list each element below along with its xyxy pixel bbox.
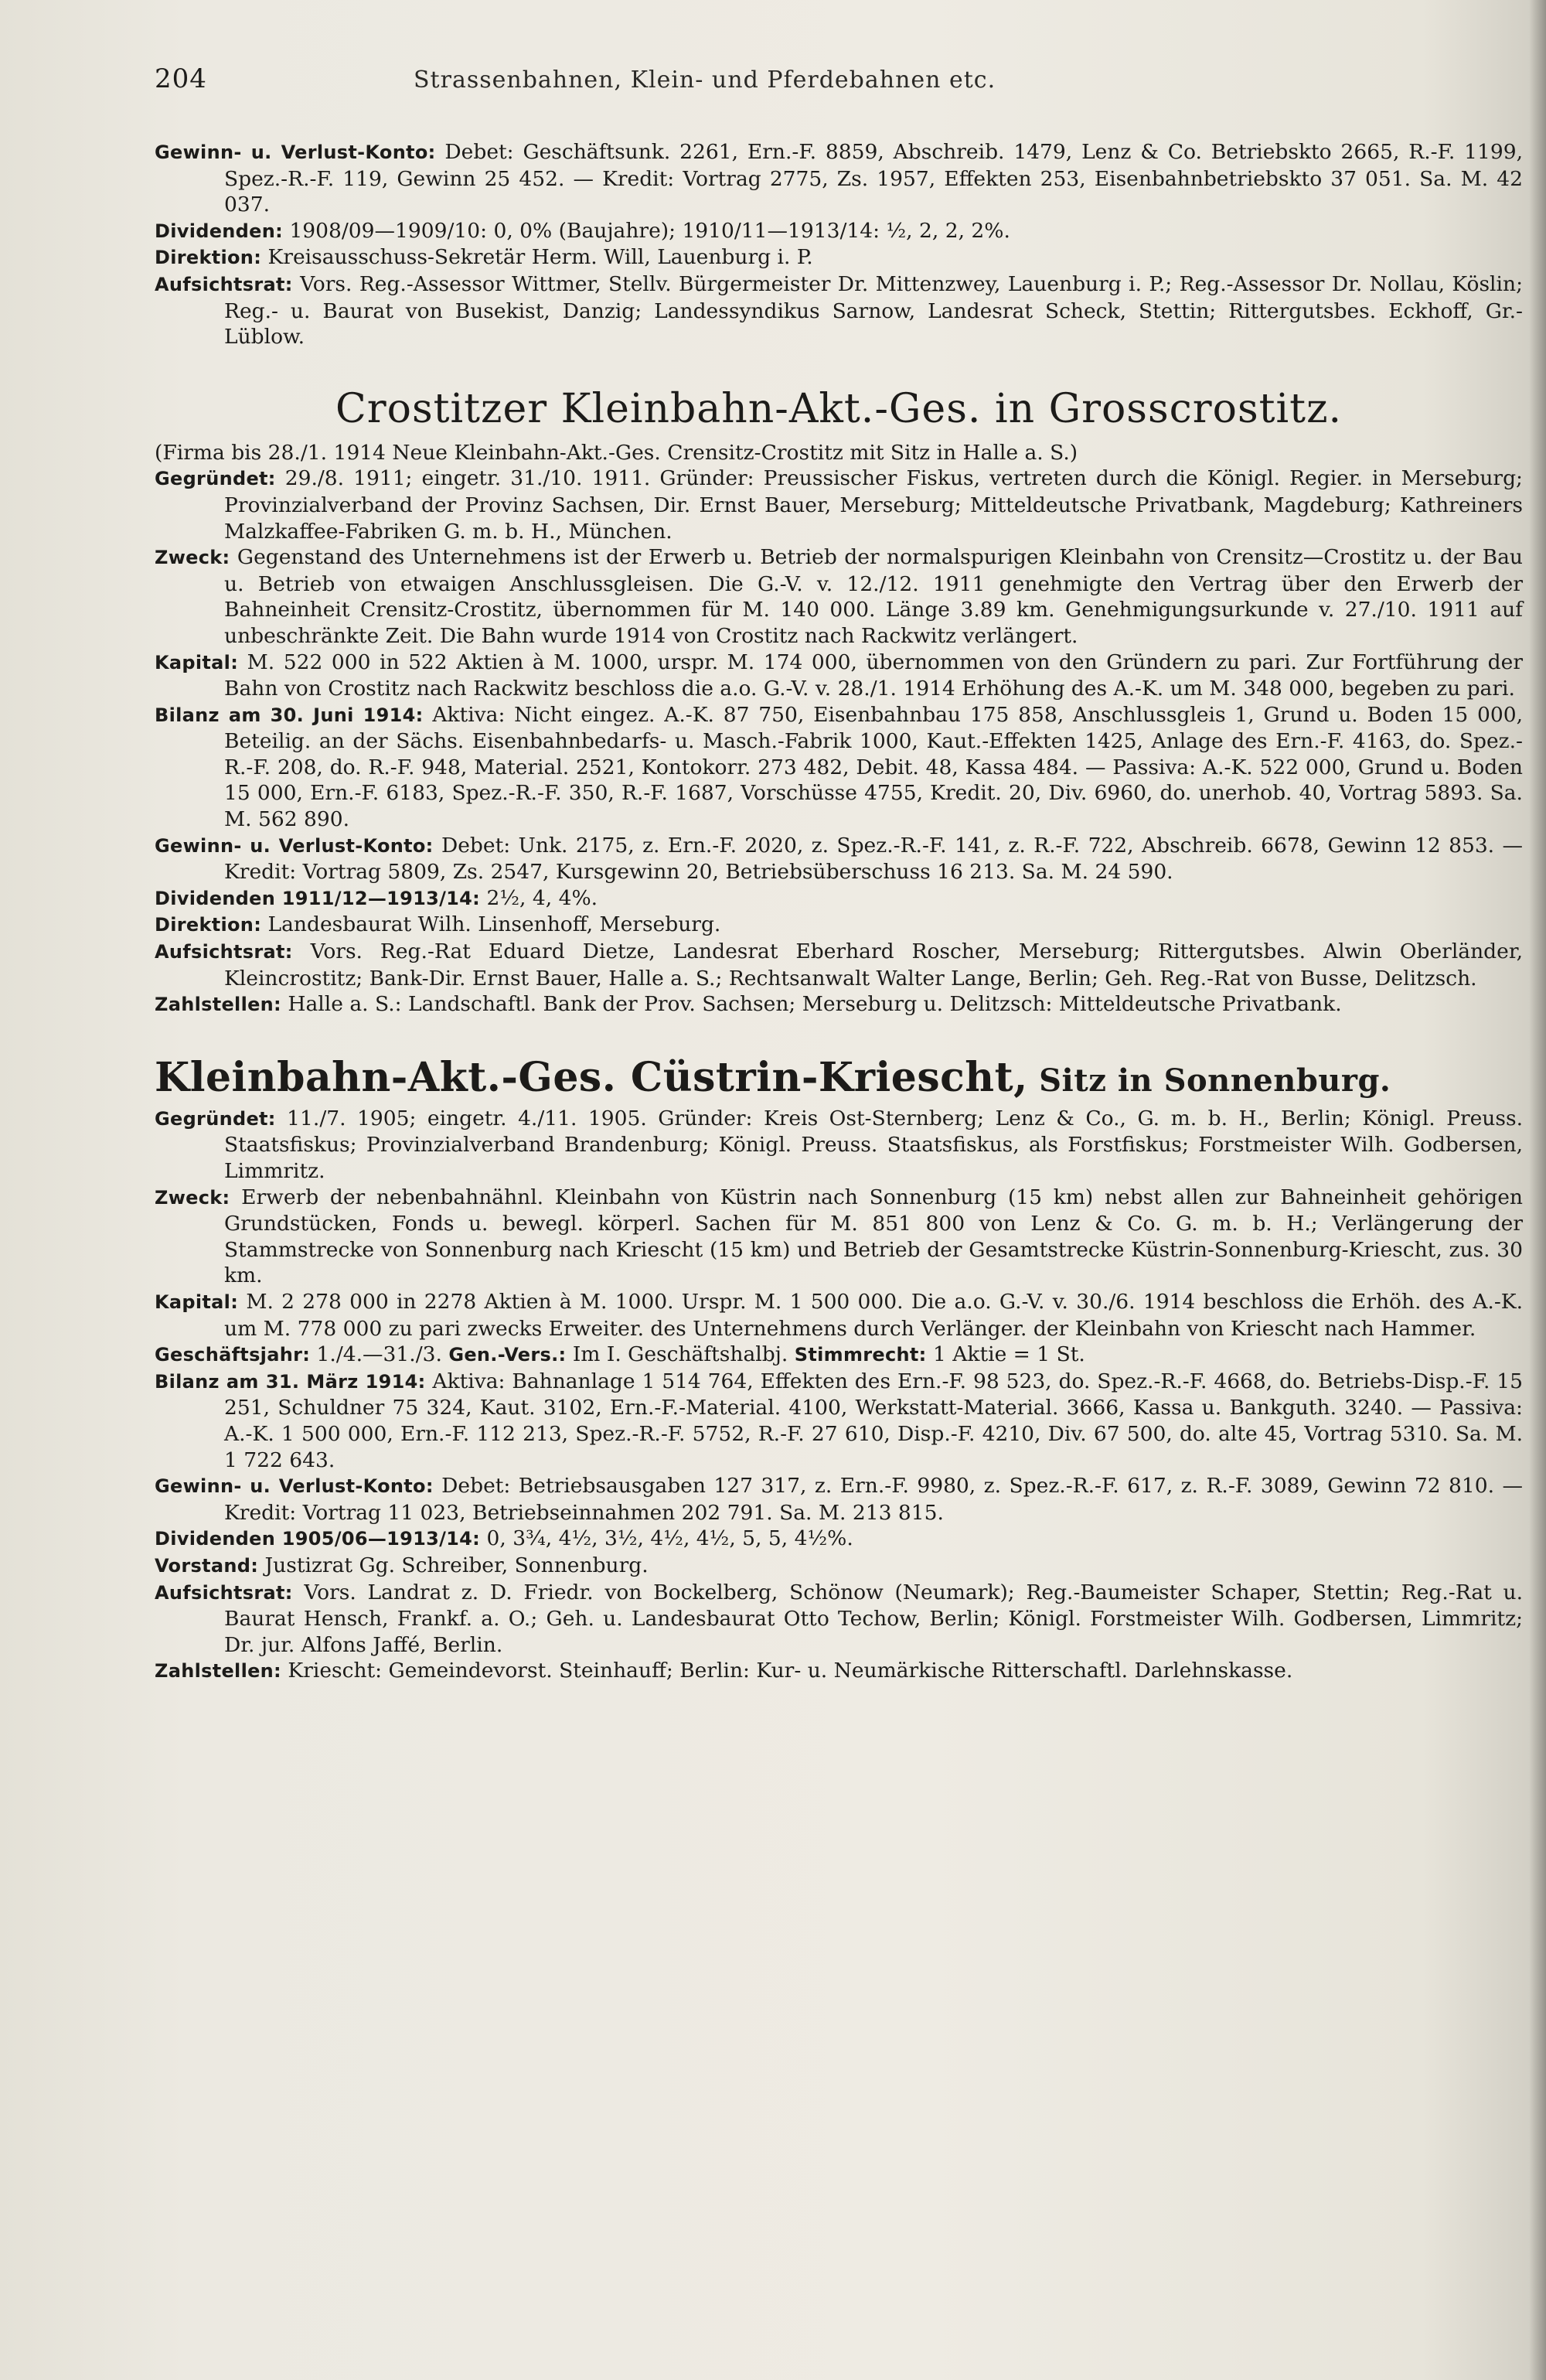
kuestrin-kapital xyxy=(155,1289,1523,1342)
entry-text: 11./7. 1905; eingetr. 4./11. 1905. Gründer: Kreis Ost-Sternberg; Lenz & Co., G. m. b. H., Berlin; Königl. Preuss. Staatsfiskus; Provinzialverband Brandenburg; Königl. Preuss. Staatsfiskus, als Forstfiskus; Forstmeister Wilh. Godbersen, Limmritz. xyxy=(224,1106,1523,1183)
crostitz-zahlstellen xyxy=(155,991,1523,1018)
prev-entry-direktion xyxy=(155,244,1523,271)
crostitz-aufsichtsrat xyxy=(155,939,1523,991)
kuestrin-gv-konto xyxy=(155,1473,1523,1526)
entry-text: Kriescht: Gemeindevorst. Steinhauff; Berlin: Kur- u. Neumärkische Ritterschaftl. Darlehnskasse. xyxy=(281,1659,1293,1683)
company-title-seat: Sitz in Sonnenburg. xyxy=(1027,1062,1391,1099)
kuestrin-bilanz xyxy=(155,1369,1523,1473)
entry-label: Gewinn- u. Verlust-Konto: xyxy=(155,834,434,857)
entry-label: Direktion: xyxy=(155,247,262,269)
entry-label: Gewinn- u. Verlust-Konto: xyxy=(155,1475,434,1498)
company-title-crostitz: Crostitzer Kleinbahn-Akt.-Ges. in Grosscrostitz. xyxy=(335,385,1342,432)
entry-label: Aufsichtsrat: xyxy=(155,273,293,295)
company-title-kuestrin xyxy=(155,1054,1523,1101)
entry-label: Dividenden: xyxy=(155,220,284,242)
running-title: Strassenbahnen, Klein- und Pferdebahnen etc. xyxy=(414,66,996,94)
kuestrin-gegruendet xyxy=(155,1106,1523,1185)
entry-label: Aufsichtsrat: xyxy=(155,1581,293,1604)
entry-label: Gewinn- u. Verlust-Konto: xyxy=(155,142,436,163)
entry-label: Gen.-Vers.: xyxy=(448,1344,567,1366)
entry-label: Direktion: xyxy=(155,914,262,936)
previous-entry-continuation xyxy=(155,139,1523,350)
entry-text: Debet: Betriebsausgaben 127 317, z. Ern.-F. 9980, z. Spez.-R.-F. 617, z. R.-F. 3089, Gewinn 72 810. — Kredit: Vortrag 11 023, Betriebseinnahmen 202 791. Sa. M. 213 815. xyxy=(224,1474,1523,1525)
entry-text: Justizrat Gg. Schreiber, Sonnenburg. xyxy=(258,1553,649,1577)
crostitz-gv-konto xyxy=(155,833,1523,885)
prev-entry-gv-konto xyxy=(155,139,1523,218)
entry-text: 1./4.—31./3. xyxy=(310,1342,449,1367)
kuestrin-vorstand xyxy=(155,1553,1523,1580)
entry-text: Aktiva: Nicht eingez. A.-K. 87 750, Eisenbahnbau 175 858, Anschlussgleis 1, Grund u. Boden 15 000, Beteilig. an der Sächs. Eisenbahnbedarfs- u. Masch.-Fabrik 1000, Kaut.-Effekten 1425, Anlage des Ern.-F. 4163, do. Spez.-R.-F. 208, do. R.-F. 948, Material. 2521, Kontokorr. 273 482, Debit. 48, Kassa 484. — Passiva: A.-K. 522 000, Grund u. Boden 15 000, Ern.-F. 6183, Spez.-R.-F. 350, R.-F. 1687, Vorschüsse 4755, Kredit. 20, Div. 6960, do. unerhob. 40, Vortrag 5893. Sa. M. 562 890. xyxy=(224,702,1523,832)
entry-label: Dividenden 1905/06—1913/14: xyxy=(155,1528,481,1550)
entry-text: Vors. Reg.-Assessor Wittmer, Stellv. Bürgermeister Dr. Mittenzwey, Lauenburg i. P.; Reg.-Assessor Dr. Nollau, Köslin; Reg.- u. Baurat von Busekist, Danzig; Landessyndikus Sarnow, Landesrat Scheck, Stettin; Rittergutsbes. Eckhoff, Gr.-Lüblow. xyxy=(224,271,1523,349)
crostitz-dividenden xyxy=(155,885,1523,912)
entry-label: Kapital: xyxy=(155,651,239,673)
entry-text: 1 Aktie = 1 St. xyxy=(926,1342,1085,1367)
entry-text: Vors. Reg.-Rat Eduard Dietze, Landesrat Eberhard Roscher, Merseburg; Rittergutsbes. Alwin Oberländer, Kleincrostitz; Bank-Dir. Ernst Bauer, Halle a. S.; Rechtsanwalt Walter Lange, Berlin; Geh. Reg.-Rat von Busse, Delitzsch. xyxy=(224,939,1523,991)
page-edge-shadow xyxy=(1529,0,1546,2380)
crostitz-direktion xyxy=(155,912,1523,939)
entry-label: Bilanz am 31. März 1914: xyxy=(155,1370,426,1393)
entry-label: Gegründet: xyxy=(155,468,276,490)
entry-label: Kapital: xyxy=(155,1291,239,1313)
entry-text: Halle a. S.: Landschaftl. Bank der Prov. Sachsen; Merseburg u. Delitzsch: Mitteldeutsche Privatbank. xyxy=(281,992,1342,1017)
entry-text: Kreisausschuss-Sekretär Herm. Will, Lauenburg i. P. xyxy=(261,245,813,270)
entry-text: Im I. Geschäftshalbj. xyxy=(566,1342,795,1367)
kuestrin-aufsichtsrat xyxy=(155,1580,1523,1659)
entry-text: Erwerb der nebenbahnähnl. Kleinbahn von Küstrin nach Sonnenburg (15 km) nebst allen zur Bahneinheit gehörigen Grundstücken, Fonds u. bewegl. körperl. Sachen für M. 851 800 von Lenz & Co. G. m. b. H.; Verlängerung der Stammstrecke von Sonnenburg nach Kriescht (15 km) und Betrieb der Gesamtstrecke Küstrin-Sonnenburg-Kriescht, zus. 30 km. xyxy=(224,1185,1523,1288)
running-head xyxy=(155,63,1523,110)
prev-entry-dividenden xyxy=(155,218,1523,245)
entry-text: 1908/09—1909/10: 0, 0% (Baujahre); 1910/11—1913/14: ½, 2, 2, 2%. xyxy=(283,218,1010,243)
entry-label: Gegründet: xyxy=(155,1107,276,1130)
entry-label: Zahlstellen: xyxy=(155,994,281,1016)
entry-text: 0, 3¾, 4½, 3½, 4½, 4½, 5, 5, 4½%. xyxy=(480,1526,853,1551)
entry-text: M. 522 000 in 522 Aktien à M. 1000, urspr. M. 174 000, übernommen von den Gründern zu pari. Zur Fortführung der Bahn von Crostitz nach Rackwitz beschloss die a.o. G.-V. v. 28./1. 1914 Erhöhung des A.-K. um M. 348 000, begeben zu pari. xyxy=(224,650,1523,701)
entry-label: Aufsichtsrat: xyxy=(155,941,293,963)
kuestrin-zweck xyxy=(155,1185,1523,1289)
crostitz-bilanz xyxy=(155,702,1523,833)
entry-text: Gegenstand des Unternehmens ist der Erwerb u. Betrieb der normalspurigen Kleinbahn von Crensitz—Crostitz u. der Bau u. Betrieb von etwaigen Anschlussgleisen. Die G.-V. v. 12./12. 1911 genehmigte den Vertrag über den Erwerb der Bahneinheit Crensitz-Crostitz, übernommen für M. 140 000. Länge 3.89 km. Genehmigungsurkunde v. 27./10. 1911 auf unbeschränkte Zeit. Die Bahn wurde 1914 von Crostitz nach Rackwitz verlängert. xyxy=(224,545,1523,648)
entry-text: Vors. Landrat z. D. Friedr. von Bockelberg, Schönow (Neumark); Reg.-Baumeister Schaper, Stettin; Reg.-Rat u. Baurat Hensch, Frankf. a. O.; Geh. u. Landesbaurat Otto Techow, Berlin; Königl. Forstmeister Wilh. Godbersen, Limmritz; Dr. jur. Alfons Jaffé, Berlin. xyxy=(224,1580,1523,1657)
kuestrin-dividenden xyxy=(155,1526,1523,1553)
kuestrin-geschaeftsjahr xyxy=(155,1342,1523,1369)
entry-text: Landesbaurat Wilh. Linsenhoff, Merseburg. xyxy=(261,912,721,937)
entry-text: 29./8. 1911; eingetr. 31./10. 1911. Gründer: Preussischer Fiskus, vertreten durch die Königl. Regier. in Merseburg; Provinzialverband der Provinz Sachsen, Dir. Ernst Bauer, Merseburg; Mitteldeutsche Privatbank, Magdeburg; Kathreiners Malzkaffee-Fabriken G. m. b. H., München. xyxy=(224,466,1523,544)
entry-label: Zahlstellen: xyxy=(155,1660,281,1683)
entry-text: Debet: Unk. 2175, z. Ern.-F. 2020, z. Spez.-R.-F. 141, z. R.-F. 722, Abschreib. 6678, Gewinn 12 853. — Kredit: Vortrag 5809, Zs. 2547, Kursgewinn 20, Betriebsüberschuss 16 213. Sa. M. 24 590. xyxy=(224,833,1523,885)
entry-text: M. 2 278 000 in 2278 Aktien à M. 1000. Urspr. M. 1 500 000. Die a.o. G.-V. v. 30./6. 1914 beschloss die Erhöh. des A.-K. um M. 778 000 zu pari zwecks Erweiter. des Unternehmens durch Verlänger. der Kleinbahn von Kriescht nach Hammer. xyxy=(224,1289,1523,1341)
crostitz-zweck xyxy=(155,544,1523,649)
entry-crostitz xyxy=(155,386,1523,1018)
page-number: 204 xyxy=(155,63,207,94)
entry-kuestrin-kriescht xyxy=(155,1054,1523,1685)
entry-label: Zweck: xyxy=(155,547,230,569)
entry-text: 2½, 4, 4%. xyxy=(480,885,598,910)
entry-label: Zweck: xyxy=(155,1186,230,1209)
entry-text: Debet: Geschäftsunk. 2261, Ern.-F. 8859, Abschreib. 1479, Lenz & Co. Betriebskto 2665, R.-F. 1199, Spez.-R.-F. 119, Gewinn 25 452. — Kredit: Vortrag 2775, Zs. 1957, Effekten 253, Eisenbahnbetriebskto 37 051. Sa. M. 42 037. xyxy=(224,140,1524,217)
crostitz-kapital xyxy=(155,650,1523,702)
company-title-main: Kleinbahn-Akt.-Ges. Cüstrin-Kriescht, xyxy=(155,1053,1028,1101)
kuestrin-zahlstellen xyxy=(155,1658,1523,1685)
prev-entry-aufsichtsrat xyxy=(155,271,1523,350)
entry-label: Bilanz am 30. Juni 1914: xyxy=(155,704,424,726)
crostitz-gegruendet xyxy=(155,465,1523,544)
entry-label: Vorstand: xyxy=(155,1554,259,1577)
entry-label: Geschäftsjahr: xyxy=(155,1344,311,1366)
entry-label: Stimmrecht: xyxy=(794,1344,927,1366)
entry-label: Dividenden 1911/12—1913/14: xyxy=(155,887,481,909)
crostitz-firma-note: (Firma bis 28./1. 1914 Neue Kleinbahn-Akt.-Ges. Crensitz-Crostitz mit Sitz in Halle a. S.) xyxy=(155,440,1078,465)
entry-text: Aktiva: Bahnanlage 1 514 764, Effekten des Ern.-F. 98 523, do. Spez.-R.-F. 4668, do. Betriebs-Disp.-F. 15 251, Schuldner 75 324, Kaut. 3102, Ern.-F.-Material. 4100, Werkstatt-Material. 3666, Kassa u. Bankguth. 3240. — Passiva: A.-K. 1 500 000, Ern.-F. 112 213, Spez.-R.-F. 5752, R.-F. 27 610, Disp.-F. 4210, Div. 67 500, do. alte 45, Vortrag 5310. Sa. M. 1 722 643. xyxy=(224,1369,1523,1472)
